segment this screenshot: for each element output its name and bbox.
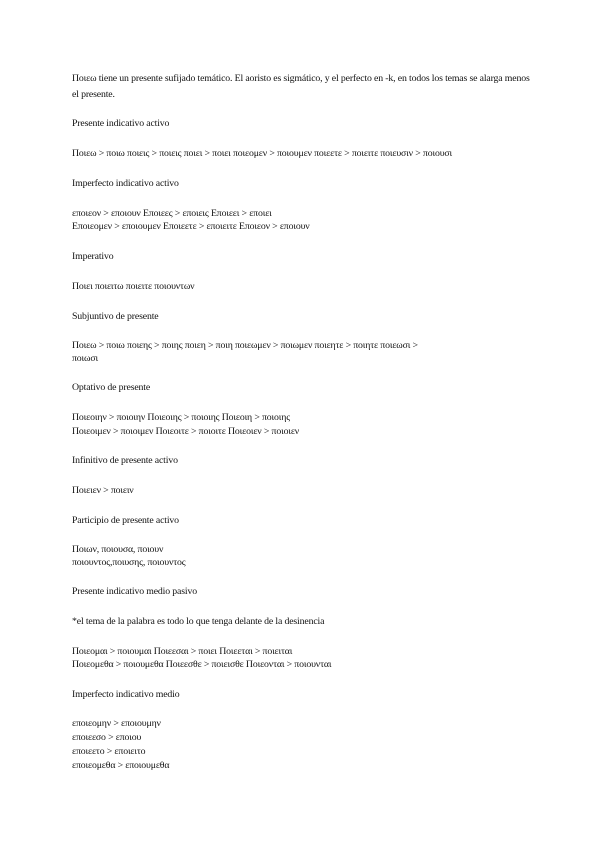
conjugation-line: εποιεον > εποιουν Εποιεες > εποιεις Εποιεει > εποιει	[72, 208, 272, 219]
conjugation-line: Ποιειεν > ποιειν	[72, 485, 134, 496]
conjugation-line: ποιουντος,ποιυσης, ποιουντος	[72, 557, 186, 568]
section-heading: Infinitivo de presente activo	[72, 455, 178, 466]
section-heading: Participio de presente activo	[72, 515, 179, 526]
conjugation-line: Ποιεοιμεν > ποιοιμεν Ποιεοιτε > ποιοιτε Ποιεοιεν > ποιοιεν	[72, 426, 300, 437]
conjugation-line: Ποιεω > ποιω ποιεις > ποιεις ποιει > ποιει ποιεομεν > ποιουμεν ποιεετε > ποιειτε ποιευσιν > ποιουσι	[72, 148, 453, 159]
conjugation-line: εποιεετο > εποιειτο	[72, 746, 146, 757]
conjugation-line: Ποιεομαι > ποιουμαι Ποιεεσαι > ποιει Ποιεεται > ποιειται	[72, 646, 293, 657]
section-note: *el tema de la palabra es todo lo que tenga delante de la desinencia	[72, 616, 325, 627]
conjugation-line: ποιωσι	[72, 353, 98, 364]
conjugation-line: εποιεομεθα > εποιουμεθα	[72, 760, 170, 771]
section-heading: Optativo de presente	[72, 382, 151, 393]
intro-paragraph: Ποιεω tiene un presente sufijado temático. El aoristo es sigmático, y el perfecto en -k, en todos los temas se alarga menos el presente.	[72, 73, 530, 100]
conjugation-line: Ποιεω > ποιω ποιεης > ποιης ποιεη > ποιη ποιεωμεν > ποιωμεν ποιεητε > ποιητε ποιεωσι >	[72, 340, 418, 351]
section-heading: Presente indicativo activo	[72, 118, 170, 129]
section-heading: Imperfecto indicativo medio	[72, 689, 180, 700]
section-heading: Imperfecto indicativo activo	[72, 178, 179, 189]
conjugation-line: Εποιεομεν > εποιουμεν Εποιεετε > εποιειτε Εποιεον > εποιουν	[72, 221, 310, 232]
conjugation-line: Ποιεοιην > ποιοιην Ποιεοιης > ποιοιης Ποιεοιη > ποιοιης	[72, 412, 290, 423]
section-heading: Presente indicativo medio pasivo	[72, 586, 197, 597]
conjugation-line: εποιεεσο > εποιου	[72, 732, 142, 743]
conjugation-line: εποιεομην > εποιουμην	[72, 718, 161, 729]
conjugation-line: Ποιων, ποιουσα, ποιουν	[72, 544, 164, 555]
section-heading: Subjuntivo de presente	[72, 311, 159, 322]
conjugation-line: Ποιει ποιειτω ποιειτε ποιουντων	[72, 281, 195, 292]
section-heading: Imperativo	[72, 251, 114, 262]
conjugation-line: Ποιεομεθα > ποιουμεθα Ποιεεσθε > ποιεισθε Ποιεονται > ποιουνται	[72, 659, 332, 670]
